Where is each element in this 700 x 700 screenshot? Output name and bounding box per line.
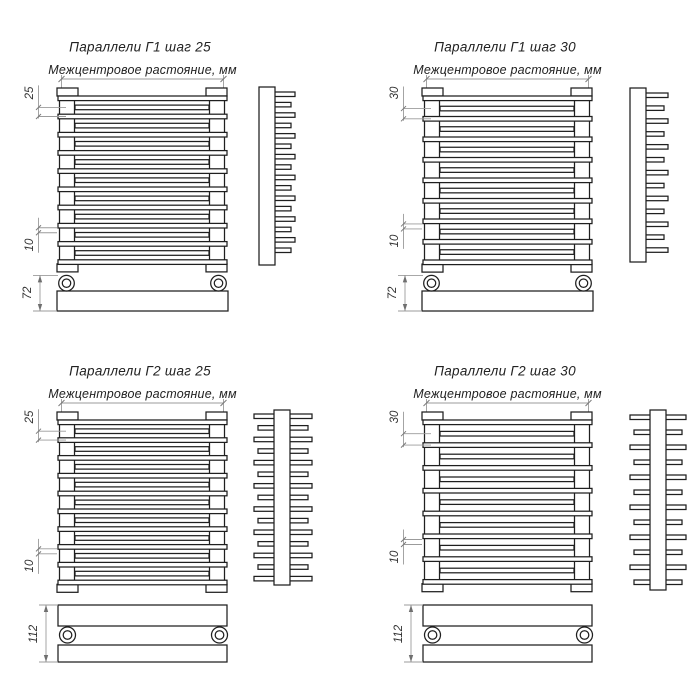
panel-title: Параллели Г1 шаг 25 xyxy=(69,39,211,55)
standpipe-top-end xyxy=(571,88,592,96)
tube-back xyxy=(440,106,574,111)
dim-offset-value: 10 xyxy=(389,234,401,248)
tube-front xyxy=(423,158,592,163)
plan-standpipe-inner xyxy=(580,631,589,640)
tube-front xyxy=(423,580,592,585)
tube-front xyxy=(58,96,227,101)
tube-back xyxy=(440,229,574,234)
center-distance-label: Межцентровое растояние, мм xyxy=(413,63,602,77)
tube-back xyxy=(75,105,209,110)
standpipe-bottom-end xyxy=(571,264,592,272)
tube-back xyxy=(75,554,209,559)
tube-back xyxy=(440,168,574,173)
tube-back xyxy=(440,523,574,528)
tube-front xyxy=(58,527,227,532)
dim-depth-value: 72 xyxy=(387,286,399,300)
tube-front xyxy=(423,137,592,142)
center-distance-label: Межцентровое растояние, мм xyxy=(48,387,237,401)
center-distance-label: Межцентровое растояние, мм xyxy=(413,387,602,401)
dim-arrow-up xyxy=(409,605,413,612)
center-distance-label: Межцентровое растояние, мм xyxy=(48,63,237,77)
tube-back xyxy=(75,518,209,523)
panel-title: Параллели Г2 шаг 30 xyxy=(434,363,576,379)
dim-arrow-down xyxy=(409,655,413,662)
tube-front xyxy=(58,545,227,550)
tube-front xyxy=(423,511,592,516)
dim-arrow-up xyxy=(403,275,407,282)
tube-front xyxy=(423,178,592,183)
standpipe-top-end xyxy=(422,88,443,96)
tube-front xyxy=(423,443,592,448)
panel-g1-step-25 xyxy=(33,75,295,311)
tube-front xyxy=(58,491,227,496)
standpipe-bottom-end xyxy=(422,584,443,592)
tube-back xyxy=(440,127,574,132)
side-standpipe-bar xyxy=(259,87,275,265)
tube-back xyxy=(75,123,209,128)
tube-front xyxy=(58,260,227,265)
tube-back xyxy=(75,536,209,541)
tube-front xyxy=(423,96,592,101)
plan-tube-row-back xyxy=(58,645,227,662)
standpipe-top-end xyxy=(57,412,78,420)
tube-front xyxy=(58,114,227,119)
standpipe-top-end xyxy=(206,88,227,96)
dim-depth-value: 112 xyxy=(392,624,405,643)
tube-front xyxy=(58,456,227,461)
tube-front xyxy=(423,488,592,493)
tube-back xyxy=(440,454,574,459)
standpipe-top-end xyxy=(57,88,78,96)
plan-tube-row xyxy=(422,291,593,311)
tube-front xyxy=(58,187,227,192)
tube-back xyxy=(75,233,209,238)
dim-depth-value: 72 xyxy=(22,286,34,300)
standpipe-bottom-end xyxy=(206,584,227,592)
tube-back xyxy=(75,251,209,256)
tube-front xyxy=(58,580,227,585)
standpipe-bottom-end xyxy=(57,264,78,272)
tube-front xyxy=(58,242,227,247)
tube-front xyxy=(58,205,227,210)
tube-back xyxy=(440,250,574,255)
plan-tube-row-front xyxy=(58,605,227,626)
tube-back xyxy=(75,178,209,183)
plan-standpipe-inner xyxy=(62,279,70,287)
dim-step-value: 30 xyxy=(389,86,401,100)
dim-step-value: 30 xyxy=(389,410,401,424)
tube-front xyxy=(423,534,592,539)
dim-arrow-down xyxy=(38,304,42,311)
tube-front xyxy=(423,240,592,245)
standpipe-top-end xyxy=(571,412,592,420)
side-standpipe-bar xyxy=(630,88,646,262)
tube-front xyxy=(58,438,227,443)
tube-back xyxy=(75,447,209,452)
tube-front xyxy=(423,260,592,265)
dim-arrow-down xyxy=(44,655,48,662)
standpipe-bottom-end xyxy=(57,584,78,592)
tube-front xyxy=(58,473,227,478)
tube-back xyxy=(75,571,209,576)
tube-back xyxy=(75,482,209,487)
side-standpipe-bar xyxy=(650,410,666,590)
panel-title: Параллели Г2 шаг 25 xyxy=(69,363,211,379)
tube-back xyxy=(75,214,209,219)
tube-front xyxy=(58,562,227,567)
tube-back xyxy=(440,545,574,550)
tube-back xyxy=(440,500,574,505)
standpipe-top-end xyxy=(422,412,443,420)
dim-step-value: 25 xyxy=(24,86,36,100)
plan-tube-row-back xyxy=(423,645,592,662)
tube-front xyxy=(423,219,592,224)
dim-depth-value: 112 xyxy=(27,624,40,643)
panel-g2-step-25 xyxy=(36,399,312,662)
panel-g2-step-30 xyxy=(401,399,686,662)
plan-tube-row-front xyxy=(423,605,592,626)
tube-front xyxy=(423,557,592,562)
tube-front xyxy=(423,466,592,471)
plan-standpipe-inner xyxy=(214,279,222,287)
tube-back xyxy=(75,160,209,165)
tube-back xyxy=(75,142,209,147)
plan-standpipe-inner xyxy=(427,279,435,287)
tube-back xyxy=(440,568,574,573)
dim-offset-value: 10 xyxy=(24,238,36,252)
tube-back xyxy=(75,465,209,470)
tube-back xyxy=(75,500,209,505)
tube-front xyxy=(58,223,227,228)
standpipe-bottom-end xyxy=(571,584,592,592)
right-standpipe xyxy=(575,416,590,588)
plan-standpipe-inner xyxy=(428,631,437,640)
standpipe-top-end xyxy=(206,412,227,420)
plan-standpipe-inner xyxy=(579,279,587,287)
panel-g1-step-30 xyxy=(398,75,668,311)
dim-step-value: 25 xyxy=(24,410,36,424)
plan-standpipe-inner xyxy=(63,631,72,640)
tube-front xyxy=(58,420,227,425)
left-standpipe xyxy=(425,416,440,588)
standpipe-bottom-end xyxy=(422,264,443,272)
tube-front xyxy=(58,151,227,156)
tube-front xyxy=(423,420,592,425)
dim-arrow-down xyxy=(403,304,407,311)
tube-back xyxy=(75,429,209,434)
dim-arrow-up xyxy=(44,605,48,612)
dim-offset-value: 10 xyxy=(389,550,401,563)
plan-standpipe-inner xyxy=(215,631,224,640)
tube-back xyxy=(440,147,574,152)
tube-front xyxy=(423,117,592,122)
dim-arrow-up xyxy=(38,275,42,282)
panel-title: Параллели Г1 шаг 30 xyxy=(434,39,576,55)
tube-front xyxy=(423,199,592,204)
tube-back xyxy=(440,188,574,193)
tube-back xyxy=(75,196,209,201)
dim-offset-value: 10 xyxy=(24,559,36,573)
tube-front xyxy=(58,132,227,137)
tube-front xyxy=(58,509,227,514)
tube-back xyxy=(440,477,574,482)
tube-back xyxy=(440,209,574,214)
side-standpipe-bar xyxy=(274,410,290,585)
standpipe-bottom-end xyxy=(206,264,227,272)
tube-front xyxy=(58,169,227,174)
plan-tube-row xyxy=(57,291,228,311)
tube-back xyxy=(440,431,574,436)
